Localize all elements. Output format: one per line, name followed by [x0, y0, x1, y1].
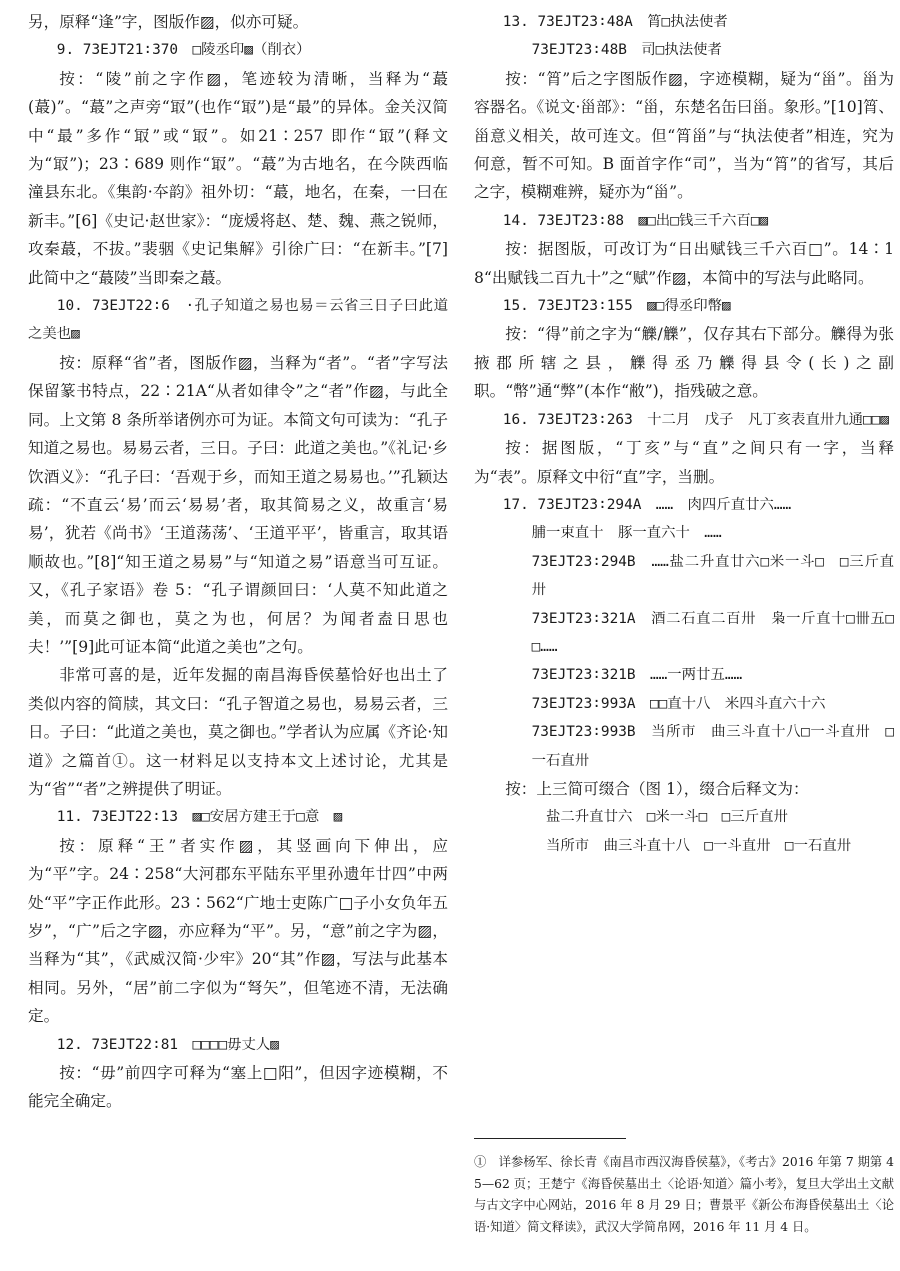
entry-line-r14: 73EJT23∶993A □□直十八 米四斗直六十六 — [531, 695, 826, 712]
entry-line-r17: 盐二升直廿六 □米一斗□ □三斤直卅 — [546, 809, 788, 826]
entry-line-r12: 73EJT23∶321A 酒二石直二百卅 枭一斤直十□卌五□□…… — [531, 610, 894, 655]
entry-line-l6: 11. 73EJT22∶13 ▨□安居方建王于□意 ▨ — [56, 809, 343, 826]
paragraph-l5: 非常可喜的是，近年发掘的南昌海昏侯墓恰好也出土了类似内容的简牍，其文曰：“孔子智道之易也，易易云者，三日。子曰：“此道之美也，莫之御也。”学者认为应属《齐论·知道》之篇首①。这一材料足以支持本文上述讨论，尤其是为“省”“者”之辨提供了明证。 — [28, 666, 448, 798]
entry-line-r3: 14. 73EJT23∶88 ▨□出□钱三千六百□▨ — [502, 212, 769, 229]
paragraph-l0: 另，原释“逢”字，图版作▨，似亦可疑。 — [28, 13, 309, 31]
entry-line-r11: 73EJT23∶294B ……盐二升直廿六□米一斗□ □三斤直卅 — [531, 553, 894, 599]
left-column — [28, 8, 448, 1116]
paragraph-r6: 按：“得”前之字为“觻/觻”，仅存其右下部分。觻得为张掖郡所辖之县，觻得丞乃觻得县令(长)之副职。“幣”通“弊”(本作“敝”)，指残破之意。 — [474, 325, 894, 401]
paragraph-l4: 按：原释“省”者，图版作▨，当释为“者”。“者”字写法保留篆书特点，22∶21A“从者如律令”之“者”作▨，与此全同。上文第 8 条所举诸例亦可为证。本简文句可读为：“孔子知道之易也。易易云者，三日。子曰：此道之美也。”《礼记·乡饮酒义》：“孔子曰：‘吾观于乡，而知王道之易易也。’”孔颖达疏：“不直云‘易’而云‘易易’者，取其简易之义，故重言‘易易’，犹若《尚书》‘王道荡荡’、‘王道平平’，皆重言，取其语顺故也。”[8]“知王道之易易”与“知道之易”语意当可互证。又，《孔子家语》卷 5：“孔子谓颜回曰：‘人莫不知此道之美，而莫之御也，莫之为也，何居？为闻者盍日思也夫！’”[9]此可证本简“此道之美也”之句。 — [28, 353, 448, 656]
paragraph-r16: 按：上三简可缀合（图 1），缀合后释文为： — [505, 779, 809, 798]
entry-line-r13: 73EJT23∶321B ……一两廿五…… — [531, 667, 743, 684]
entry-line-r7: 16. 73EJT23∶263 十二月 戊子 凡丁亥表直卅九通□□▨ — [502, 411, 889, 428]
paragraph-r8: 按：据图版，“丁亥”与“直”之间只有一字，当释为“表”。原释文中衍“直”字，当删。 — [474, 439, 894, 486]
entry-line-l8: 12. 73EJT22∶81 □□□□毋丈人▨ — [56, 1036, 279, 1053]
footnote: ① 详参杨军、徐长青《南昌市西汉海昏侯墓》，《考古》2016 年第 7 期第 45—62 页；王楚宁《海昏侯墓出土〈论语·知道〉篇小考》，复旦大学出土文献与古文字中心网站，2016 年 8 月 29 日；曹景平《新公布海昏侯墓出土〈论语·知道〉简文释读》，武汉大学简帛网，2016 年 11 月 4 日。 — [474, 1155, 894, 1234]
entry-line-r0: 13. 73EJT23∶48A 筲□执法使者 — [502, 14, 728, 30]
footnote-rule — [474, 1138, 626, 1139]
paragraph-r2: 按：“筲”后之字图版作▨，字迹模糊，疑为“甾”。甾为容器名。《说文·甾部》：“甾，东楚名缶曰甾。象形。”[10]筲、甾意义相关，故可连文。但“筲甾”与“执法使者”相连，究为何意，暂不可知。B 面首字作“司”，当为“筲”的省写，其后之字，模糊难辨，疑亦为“甾”。 — [474, 69, 894, 202]
entry-line-r9: 17. 73EJT23∶294A …… 肉四斤直廿六…… — [502, 496, 792, 513]
entry-line-r1: 73EJT23∶48B 司□执法使者 — [531, 42, 722, 59]
paragraph-l2: 按：“陵”前之字作▨，笔迹较为清晰，当释为“蕞(蕞)”。“蕞”之声旁“冣”(也作“冣”)是“最”的异体。金关汉简中“最”多作“冣”或“冣”。如21∶257 即作“冣”(释文为“冣”)；23∶689 则作“冣”。“蕞”为古地名，在今陕西临潼县东北。《集韵·夲韵》祖外切：“蕞，地名，在秦，一曰在新丰。”[6]《史记·赵世家》：“庞煖将赵、楚、魏、燕之锐师，攻秦蕞，不拔。”裴骃《史记集解》引徐广曰：“在新丰。”[7]此简中之“蕞陵”当即秦之蕞。 — [28, 69, 448, 287]
entry-line-r18: 当所市 曲三斗直十八 □一斗直卅 □一石直卅 — [546, 837, 852, 854]
paragraph-l9: 按：“毋”前四字可释为“塞上□阳”，但因字迹模糊，不能完全确定。 — [28, 1064, 448, 1111]
entry-line-r15: 73EJT23∶993B 当所市 曲三斗直十八□一斗直卅 □一石直卅 — [531, 724, 894, 769]
entry-line-r5: 15. 73EJT23∶155 ▨□得丞印幣▨ — [502, 298, 731, 315]
paragraph-r4: 按：据图版，可改订为“日出赋钱三千六百□”。14∶18“出赋钱二百九十”之“赋”作▨，本简中的写法与此略同。 — [474, 240, 894, 287]
entry-line-l3: 10. 73EJT22∶6 ·孔子知道之易也易＝云省三日子曰此道之美也▨ — [28, 298, 448, 343]
paragraph-l7: 按：原释“王”者实作▨，其竖画向下伸出，应为“平”字。24∶258“大河郡东平陆东平里孙遗年廿四”中两处“平”字正作此形。23∶562“广地士吏陈广□子小女负年五岁”，“广”后之字▨，亦应释为“平”。另，“意”前之字为▨，当释为“其”，《武威汉简·少牢》20“其”作▨，写法与此基本相同。另外，“居”前二字似为“弩矢”，但笔迹不清，无法确定。 — [28, 836, 448, 1026]
entry-line-l1: 9. 73EJT21∶370 □陵丞印▨（削衣） — [56, 42, 311, 59]
entry-line-r10: 脯一束直十 豚一直六十 …… — [531, 525, 722, 542]
right-column — [474, 8, 894, 860]
